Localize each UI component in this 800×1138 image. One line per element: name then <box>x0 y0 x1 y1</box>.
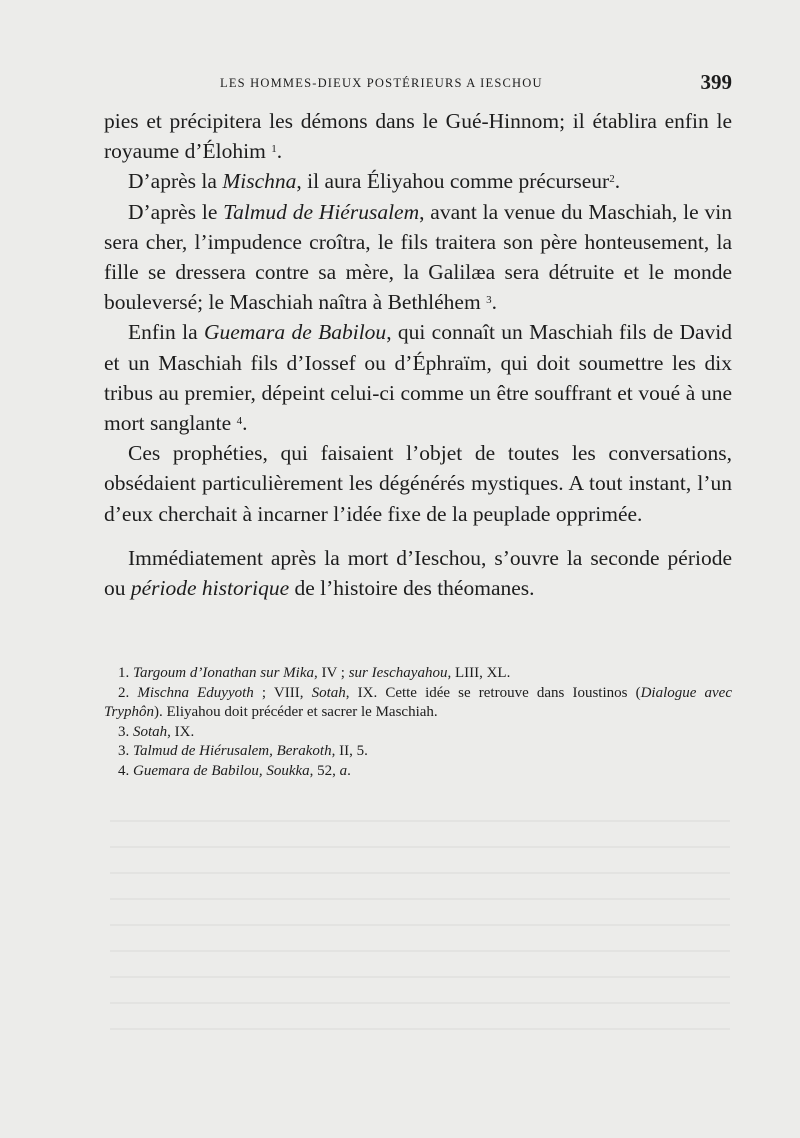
italic-run: sur Ieschayahou <box>348 665 448 681</box>
footnotes <box>104 664 732 781</box>
text-run: de l’histoire des théomanes. <box>289 576 535 601</box>
footnote-marker: 3 <box>486 294 492 307</box>
text-run: 3. <box>118 723 133 740</box>
text-run: D’après la <box>128 169 223 194</box>
text-run: . <box>276 139 283 164</box>
text-run: , il aura Éliyahou comme précurseur <box>296 169 610 194</box>
paragraph <box>104 438 732 529</box>
italic-run: Targoum d’Ionathan sur Mika <box>133 665 314 681</box>
text-run: 1. <box>118 665 133 681</box>
text-run: pies et précipitera les démons dans le Gué-Hinnom; il établira enfin le royaume d’Élohim <box>104 109 732 164</box>
italic-run: Mischna <box>222 169 297 194</box>
footnote-marker: 1 <box>271 143 277 156</box>
page-header <box>104 70 732 98</box>
italic-run: Guemara de Babilou, Soukka <box>133 762 310 779</box>
text-run: Ces prophéties, qui faisaient l’objet de toutes les conversations, obsédaient particulièrement les dégénérés mystiques. A tout instant, l’un d’eux cherchait à incarner l’idée fixe de la peuplade opprimée. <box>104 441 732 526</box>
footnote <box>104 684 732 723</box>
paragraph <box>104 197 732 318</box>
text-run: . <box>491 290 497 315</box>
italic-run: Talmud de Hiérusalem, Berakoth <box>133 743 332 759</box>
text-run: D’après le <box>128 199 224 224</box>
text-run: . <box>614 169 621 194</box>
italic-run: Sotah <box>133 723 168 740</box>
text-run: , IX. Cette idée se retrouve dans Ioustinos ( <box>345 684 641 701</box>
text-run: Enfin la <box>128 320 204 345</box>
text-run: . <box>347 762 351 779</box>
italic-run: Guemara de Babilou <box>203 320 387 345</box>
italic-run: Sotah <box>311 684 346 701</box>
page-number: 399 <box>700 70 732 94</box>
paragraph <box>104 106 732 166</box>
text-run: 2. <box>118 684 138 701</box>
bleed-through-texture <box>110 820 730 1050</box>
running-title: LES HOMMES-DIEUX POSTÉRIEURS A IESCHOU <box>220 76 543 90</box>
italic-run: période historique <box>130 576 290 601</box>
paragraph <box>104 543 732 603</box>
footnote <box>104 723 732 743</box>
text-run: , IV ; <box>313 665 349 681</box>
text-run: ; VIII, <box>253 684 312 701</box>
text-run: 4. <box>118 762 133 779</box>
italic-run: Talmud de Hiérusalem <box>223 199 420 224</box>
text-run: , qui connaît un Maschiah fils de David et un Maschiah fils d’Iossef ou d’Éphraïm, qui doit soumettre les dix tribus au premier, dépeint celui-ci comme un être souffrant et voué à une mort sanglante <box>104 320 732 436</box>
footnote <box>104 742 732 762</box>
text-run: , avant la venue du Maschiah, le vin sera cher, l’impudence croîtra, le fils traitera son père honteusement, la fille se dressera contre sa mère, la Galilæa sera détruite et le monde bouleversé; le Maschiah naîtra à Bethléhem <box>104 199 732 315</box>
paragraph <box>104 317 732 438</box>
text-run: , LIII, XL. <box>447 665 511 681</box>
text-run: 3. <box>118 743 133 759</box>
italic-run: Mischna Eduyyoth <box>137 684 254 701</box>
text-run: , IX. <box>167 723 195 740</box>
footnote <box>104 664 732 684</box>
footnote <box>104 762 732 782</box>
text-run: . <box>242 411 248 436</box>
text-run: ). Eliyahou doit précéder et sacrer le Maschiah. <box>154 704 438 720</box>
footnote-marker: 2 <box>609 173 615 186</box>
main-text <box>104 106 732 603</box>
text-run: , 52, <box>309 762 340 779</box>
text-run: Immédiatement après la mort d’Ieschou, s’ouvre la seconde période ou <box>104 545 732 601</box>
text-run: , II, 5. <box>331 743 368 759</box>
paragraph-gap <box>104 529 732 543</box>
paragraph <box>104 166 732 196</box>
italic-run: a <box>339 762 348 779</box>
footnote-marker: 4 <box>236 415 243 428</box>
italic-run: Dialogue avec Tryphôn <box>104 684 733 720</box>
